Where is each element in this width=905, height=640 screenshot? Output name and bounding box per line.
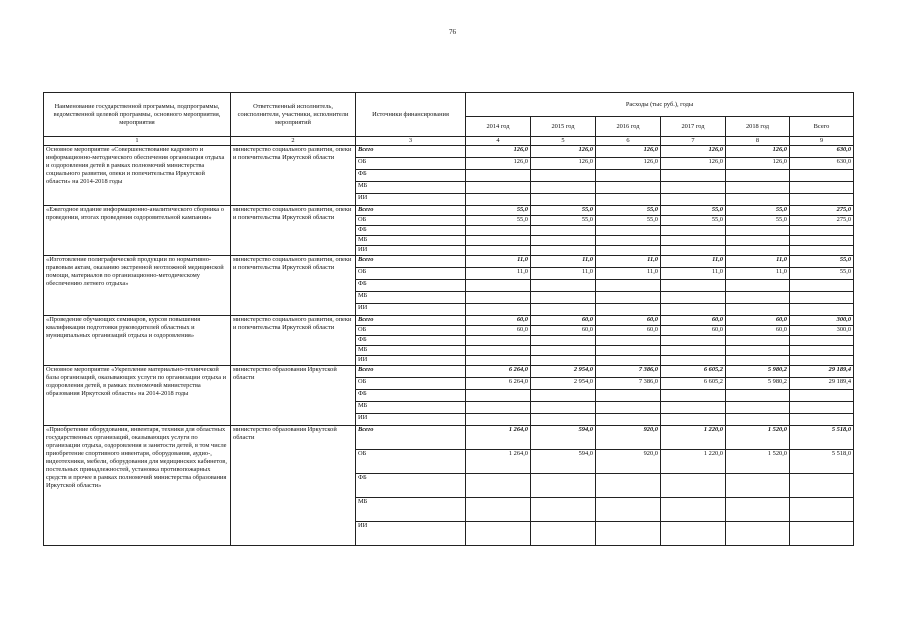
responsible-executor: министерство социального развития, опеки и попечительства Иркутской области	[231, 256, 356, 316]
year-value: 60,0	[661, 326, 726, 336]
year-value: 55,0	[531, 206, 596, 216]
year-value	[531, 346, 596, 356]
year-value	[531, 414, 596, 426]
funding-source: ИИ	[356, 304, 466, 316]
year-value: 6 264,0	[466, 366, 531, 378]
year-value	[726, 280, 790, 292]
column-number: 1	[44, 137, 231, 146]
year-value	[596, 414, 661, 426]
year-value	[596, 226, 661, 236]
year-value	[726, 194, 790, 206]
year-value: 11,0	[531, 268, 596, 280]
funding-source: Всего	[356, 426, 466, 450]
year-value	[531, 246, 596, 256]
total-value	[790, 498, 854, 522]
year-value	[596, 498, 661, 522]
year-value	[466, 170, 531, 182]
year-value	[661, 226, 726, 236]
year-value	[466, 474, 531, 498]
year-value	[661, 390, 726, 402]
total-value: 300,0	[790, 326, 854, 336]
column-number: 9	[790, 137, 854, 146]
year-value	[531, 304, 596, 316]
funding-source: ИИ	[356, 194, 466, 206]
total-value: 5 518,0	[790, 426, 854, 450]
year-value	[596, 474, 661, 498]
year-value: 60,0	[726, 316, 790, 326]
funding-source: ФБ	[356, 170, 466, 182]
year-value: 6 264,0	[466, 378, 531, 390]
year-value	[466, 402, 531, 414]
total-value	[790, 390, 854, 402]
year-value: 6 605,2	[661, 366, 726, 378]
year-value: 1 520,0	[726, 450, 790, 474]
header-expenses: Расходы (тыс руб.), годы	[466, 93, 854, 117]
header-year: 2014 год	[466, 117, 531, 137]
year-value	[466, 304, 531, 316]
activity-name: «Ежегодное издание информационно-аналитического сборника о проведении, итогах проведения оздоровительной кампании»	[44, 206, 231, 256]
total-value	[790, 236, 854, 246]
year-value	[531, 402, 596, 414]
header-year: 2015 год	[531, 117, 596, 137]
total-value	[790, 194, 854, 206]
funding-source: Всего	[356, 256, 466, 268]
total-value: 630,0	[790, 158, 854, 170]
table-row	[44, 206, 854, 216]
table-row	[44, 366, 854, 378]
year-value: 11,0	[726, 268, 790, 280]
year-value: 55,0	[661, 216, 726, 226]
total-value: 275,0	[790, 206, 854, 216]
table-row	[44, 426, 854, 450]
year-value	[466, 226, 531, 236]
year-value: 126,0	[596, 146, 661, 158]
column-number: 4	[466, 137, 531, 146]
year-value	[531, 194, 596, 206]
total-value	[790, 304, 854, 316]
year-value	[661, 522, 726, 546]
total-value: 29 189,4	[790, 366, 854, 378]
total-value	[790, 356, 854, 366]
year-value: 594,0	[531, 426, 596, 450]
year-value	[661, 182, 726, 194]
column-number: 3	[356, 137, 466, 146]
year-value: 60,0	[531, 316, 596, 326]
responsible-executor: министерство образования Иркутской области	[231, 426, 356, 546]
responsible-executor: министерство социального развития, опеки и попечительства Иркутской области	[231, 316, 356, 366]
year-value: 1 220,0	[661, 426, 726, 450]
year-value: 6 605,2	[661, 378, 726, 390]
funding-source: ФБ	[356, 390, 466, 402]
year-value	[466, 346, 531, 356]
funding-source: МБ	[356, 346, 466, 356]
total-value: 275,0	[790, 216, 854, 226]
funding-source: ОБ	[356, 326, 466, 336]
total-value	[790, 182, 854, 194]
year-value	[661, 474, 726, 498]
year-value: 60,0	[531, 326, 596, 336]
funding-source: Всего	[356, 146, 466, 158]
year-value	[661, 292, 726, 304]
total-value	[790, 402, 854, 414]
year-value	[466, 246, 531, 256]
column-number: 8	[726, 137, 790, 146]
year-value	[531, 474, 596, 498]
year-value	[531, 170, 596, 182]
year-value: 60,0	[466, 316, 531, 326]
year-value	[596, 236, 661, 246]
year-value: 55,0	[596, 206, 661, 216]
year-value: 1 264,0	[466, 450, 531, 474]
funding-source: ОБ	[356, 216, 466, 226]
funding-source: ОБ	[356, 378, 466, 390]
year-value	[726, 356, 790, 366]
year-value	[661, 170, 726, 182]
year-value	[466, 182, 531, 194]
total-value: 55,0	[790, 268, 854, 280]
total-value: 55,0	[790, 256, 854, 268]
year-value: 5 980,2	[726, 366, 790, 378]
year-value: 11,0	[466, 256, 531, 268]
funding-source: ФБ	[356, 474, 466, 498]
year-value	[726, 346, 790, 356]
year-value: 920,0	[596, 426, 661, 450]
year-value	[596, 336, 661, 346]
year-value	[466, 292, 531, 304]
year-value: 11,0	[661, 268, 726, 280]
funding-source: ИИ	[356, 356, 466, 366]
year-value	[531, 292, 596, 304]
year-value	[531, 182, 596, 194]
header-year: 2016 год	[596, 117, 661, 137]
total-value	[790, 522, 854, 546]
year-value: 55,0	[596, 216, 661, 226]
year-value	[726, 236, 790, 246]
year-value	[596, 304, 661, 316]
year-value	[466, 498, 531, 522]
header-total: Всего	[790, 117, 854, 137]
year-value	[596, 402, 661, 414]
year-value	[661, 414, 726, 426]
year-value	[726, 336, 790, 346]
header-year: 2018 год	[726, 117, 790, 137]
year-value	[726, 246, 790, 256]
year-value	[531, 226, 596, 236]
activity-name: «Изготовление полиграфической продукции по нормативно-правовым актам, оказанию экстренной неотложной медицинской помощи, материалов по организационно-методическому обеспечению летнего отдыха»	[44, 256, 231, 316]
year-value: 1 264,0	[466, 426, 531, 450]
year-value: 11,0	[531, 256, 596, 268]
header-year: 2017 год	[661, 117, 726, 137]
year-value: 11,0	[596, 268, 661, 280]
year-value: 11,0	[596, 256, 661, 268]
year-value: 126,0	[466, 146, 531, 158]
funding-source: ИИ	[356, 246, 466, 256]
year-value: 2 954,0	[531, 378, 596, 390]
funding-source: ИИ	[356, 414, 466, 426]
funding-source: МБ	[356, 236, 466, 246]
year-value	[661, 336, 726, 346]
table-row	[44, 146, 854, 158]
year-value	[596, 182, 661, 194]
year-value: 2 954,0	[531, 366, 596, 378]
year-value	[726, 182, 790, 194]
funding-source: ОБ	[356, 268, 466, 280]
funding-source: ИИ	[356, 522, 466, 546]
year-value	[466, 356, 531, 366]
total-value: 5 518,0	[790, 450, 854, 474]
column-number: 6	[596, 137, 661, 146]
column-number: 7	[661, 137, 726, 146]
year-value	[596, 246, 661, 256]
year-value	[466, 390, 531, 402]
year-value	[596, 346, 661, 356]
funding-source: ФБ	[356, 226, 466, 236]
year-value: 7 386,0	[596, 378, 661, 390]
year-value	[531, 522, 596, 546]
funding-source: МБ	[356, 292, 466, 304]
funding-source: МБ	[356, 402, 466, 414]
year-value	[596, 194, 661, 206]
year-value	[596, 170, 661, 182]
header-name: Наименование государственной программы, подпрограммы, ведомственной целевой программы, основного мероприятия, мероприятия	[44, 93, 231, 137]
year-value	[596, 356, 661, 366]
total-value	[790, 246, 854, 256]
header-responsible: Ответственный исполнитель, соисполнители, участники, исполнители мероприятий	[231, 93, 356, 137]
funding-source: Всего	[356, 366, 466, 378]
year-value: 126,0	[531, 158, 596, 170]
funding-source: МБ	[356, 182, 466, 194]
total-value	[790, 336, 854, 346]
activity-name: Основное мероприятие «Укрепление материально-технической базы организаций, оказывающих услуги по организации отдыха и оздоровления детей, в рамках полномочий министерства образования Иркутской области» на 2014-2018 годы	[44, 366, 231, 426]
year-value: 55,0	[726, 216, 790, 226]
year-value	[531, 498, 596, 522]
budget-table	[43, 92, 854, 546]
year-value	[466, 280, 531, 292]
year-value: 126,0	[726, 146, 790, 158]
year-value	[466, 194, 531, 206]
year-value	[661, 304, 726, 316]
page-number: 76	[449, 28, 456, 36]
year-value: 126,0	[596, 158, 661, 170]
year-value: 60,0	[661, 316, 726, 326]
year-value: 55,0	[661, 206, 726, 216]
year-value	[726, 226, 790, 236]
header-source: Источники финансирования	[356, 93, 466, 137]
column-number: 2	[231, 137, 356, 146]
year-value	[596, 522, 661, 546]
year-value: 5 980,2	[726, 378, 790, 390]
responsible-executor: министерство социального развития, опеки и попечительства Иркутской области	[231, 146, 356, 206]
year-value	[661, 498, 726, 522]
responsible-executor: министерство социального развития, опеки и попечительства Иркутской области	[231, 206, 356, 256]
year-value	[466, 414, 531, 426]
year-value	[661, 246, 726, 256]
year-value	[531, 280, 596, 292]
year-value: 11,0	[466, 268, 531, 280]
total-value	[790, 414, 854, 426]
year-value	[726, 414, 790, 426]
year-value	[726, 402, 790, 414]
year-value: 60,0	[596, 316, 661, 326]
year-value: 126,0	[661, 158, 726, 170]
year-value	[726, 170, 790, 182]
total-value	[790, 170, 854, 182]
year-value	[726, 498, 790, 522]
year-value: 11,0	[661, 256, 726, 268]
year-value	[726, 304, 790, 316]
total-value: 29 189,4	[790, 378, 854, 390]
year-value: 126,0	[661, 146, 726, 158]
year-value: 594,0	[531, 450, 596, 474]
funding-source: ОБ	[356, 450, 466, 474]
year-value	[596, 390, 661, 402]
funding-source: ОБ	[356, 158, 466, 170]
year-value	[531, 390, 596, 402]
table-row	[44, 256, 854, 268]
year-value	[726, 292, 790, 304]
year-value	[531, 356, 596, 366]
year-value: 55,0	[726, 206, 790, 216]
year-value: 126,0	[726, 158, 790, 170]
activity-name: «Приобретение оборудования, инвентаря, техники для областных государственных организаций, оказывающих услуги по организации отдыха, оздоровления и занятости детей, в том числе приобретение спортивного инвентаря, оборудования, аудио-, видеотехники, мебели, оборудования для медицинских кабинетов, постельных принадлежностей, установка противопожарных средств и прочее в рамках полномочий министерства образования Иркутской области»	[44, 426, 231, 546]
year-value: 1 520,0	[726, 426, 790, 450]
activity-name: Основное мероприятие «Совершенствование кадрового и информационно-методического обеспечения организация отдыха и оздоровления детей в рамках полномочий министерства социального развития, опеки и попечительства Иркутской области» на 2014-2018 годы	[44, 146, 231, 206]
year-value: 920,0	[596, 450, 661, 474]
year-value: 126,0	[466, 158, 531, 170]
column-number: 5	[531, 137, 596, 146]
total-value	[790, 292, 854, 304]
year-value	[726, 522, 790, 546]
year-value	[466, 336, 531, 346]
year-value	[596, 292, 661, 304]
total-value: 630,0	[790, 146, 854, 158]
year-value: 55,0	[531, 216, 596, 226]
year-value	[661, 356, 726, 366]
funding-source: ФБ	[356, 336, 466, 346]
year-value: 11,0	[726, 256, 790, 268]
activity-name: «Проведение обучающих семинаров, курсов повышения квалификации подготовки руководителей областных и муниципальных организаций отдыха и оздоровления»	[44, 316, 231, 366]
year-value: 60,0	[726, 326, 790, 336]
funding-source: ФБ	[356, 280, 466, 292]
year-value	[531, 236, 596, 246]
year-value: 1 220,0	[661, 450, 726, 474]
responsible-executor: министерство образования Иркутской области	[231, 366, 356, 426]
funding-source: Всего	[356, 316, 466, 326]
year-value	[661, 236, 726, 246]
year-value	[661, 280, 726, 292]
funding-source: Всего	[356, 206, 466, 216]
total-value	[790, 280, 854, 292]
year-value	[661, 194, 726, 206]
year-value	[531, 336, 596, 346]
year-value: 60,0	[466, 326, 531, 336]
year-value: 126,0	[531, 146, 596, 158]
year-value: 7 386,0	[596, 366, 661, 378]
year-value	[466, 522, 531, 546]
year-value	[661, 402, 726, 414]
year-value: 55,0	[466, 216, 531, 226]
year-value: 60,0	[596, 326, 661, 336]
total-value	[790, 474, 854, 498]
funding-source: МБ	[356, 498, 466, 522]
total-value	[790, 346, 854, 356]
total-value: 300,0	[790, 316, 854, 326]
year-value	[726, 474, 790, 498]
year-value: 55,0	[466, 206, 531, 216]
table-row	[44, 316, 854, 326]
year-value	[726, 390, 790, 402]
year-value	[466, 236, 531, 246]
year-value	[596, 280, 661, 292]
total-value	[790, 226, 854, 236]
year-value	[661, 346, 726, 356]
